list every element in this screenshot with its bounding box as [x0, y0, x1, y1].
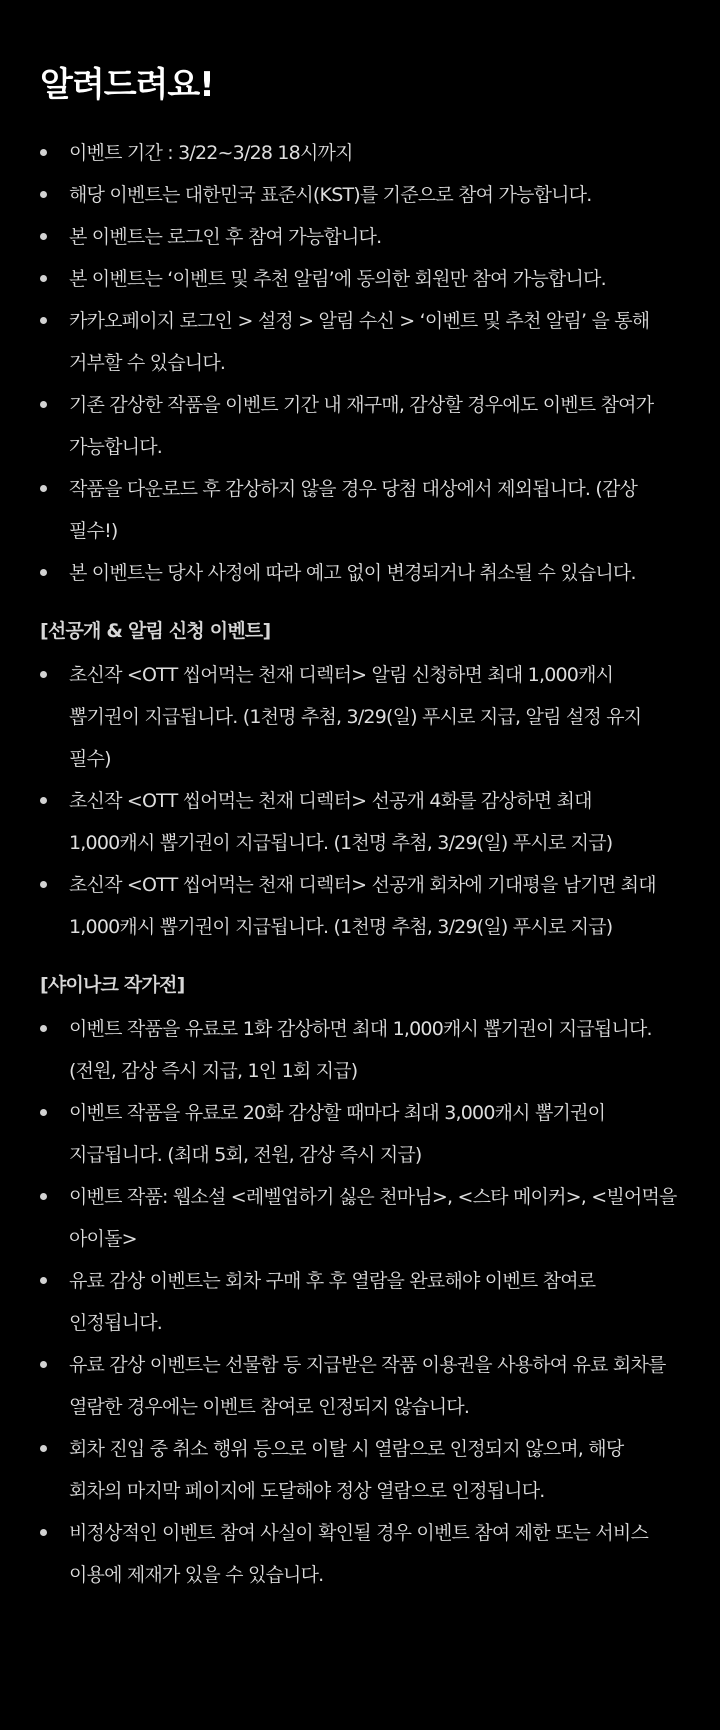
bullet-icon	[40, 1529, 47, 1536]
bullet-icon	[40, 881, 47, 888]
list-item: 회차 진입 중 취소 행위 등으로 이탈 시 열람으로 인정되지 않으며, 해당 회차의 마지막 페이지에 도달해야 정상 열람으로 인정됩니다.	[40, 1428, 680, 1512]
bullet-icon	[40, 671, 47, 678]
bullet-icon	[40, 1277, 47, 1284]
list-item: 해당 이벤트는 대한민국 표준시(KST)를 기준으로 참여 가능합니다.	[40, 174, 680, 216]
section-heading-early-release: [선공개 & 알림 신청 이벤트]	[40, 620, 271, 642]
bullet-icon	[40, 1445, 47, 1452]
bullet-icon	[40, 569, 47, 576]
author-event-notice-list	[40, 1008, 680, 1596]
bullet-icon	[40, 317, 47, 324]
list-item: 본 이벤트는 ‘이벤트 및 추천 알림’에 동의한 회원만 참여 가능합니다.	[40, 258, 680, 300]
list-item: 이벤트 작품을 유료로 1화 감상하면 최대 1,000캐시 뽑기권이 지급됩니다. (전원, 감상 즉시 지급, 1인 1회 지급)	[40, 1008, 680, 1092]
list-item: 초신작 <OTT 씹어먹는 천재 디렉터> 알림 신청하면 최대 1,000캐시 뽑기권이 지급됩니다. (1천명 추첨, 3/29(일) 푸시로 지급, 알림 설정 유지 필수)	[40, 654, 680, 780]
list-item: 초신작 <OTT 씹어먹는 천재 디렉터> 선공개 4화를 감상하면 최대 1,000캐시 뽑기권이 지급됩니다. (1천명 추첨, 3/29(일) 푸시로 지급)	[40, 780, 680, 864]
list-item: 이벤트 작품: 웹소설 <레벨업하기 싫은 천마님>, <스타 메이커>, <빌어먹을 아이돌>	[40, 1176, 680, 1260]
list-item: 기존 감상한 작품을 이벤트 기간 내 재구매, 감상할 경우에도 이벤트 참여가 가능합니다.	[40, 384, 680, 468]
bullet-icon	[40, 1361, 47, 1368]
list-item: 작품을 다운로드 후 감상하지 않을 경우 당첨 대상에서 제외됩니다. (감상 필수!)	[40, 468, 680, 552]
list-item: 이벤트 기간 : 3/22~3/28 18시까지	[40, 132, 680, 174]
bullet-icon	[40, 401, 47, 408]
bullet-icon	[40, 1109, 47, 1116]
section-heading-author-event: [샤이나크 작가전]	[40, 974, 185, 996]
early-release-notice-list	[40, 654, 680, 948]
list-item: 유료 감상 이벤트는 회차 구매 후 후 열람을 완료해야 이벤트 참여로 인정됩니다.	[40, 1260, 680, 1344]
list-item: 카카오페이지 로그인 > 설정 > 알림 수신 > ‘이벤트 및 추천 알림’ 을 통해 거부할 수 있습니다.	[40, 300, 680, 384]
bullet-icon	[40, 233, 47, 240]
bullet-icon	[40, 191, 47, 198]
list-item: 유료 감상 이벤트는 선물함 등 지급받은 작품 이용권을 사용하여 유료 회차를 열람한 경우에는 이벤트 참여로 인정되지 않습니다.	[40, 1344, 680, 1428]
list-item: 초신작 <OTT 씹어먹는 천재 디렉터> 선공개 회차에 기대평을 남기면 최대 1,000캐시 뽑기권이 지급됩니다. (1천명 추첨, 3/29(일) 푸시로 지급)	[40, 864, 680, 948]
bullet-icon	[40, 797, 47, 804]
notice-title: 알려드려요!	[40, 65, 214, 105]
list-item: 본 이벤트는 당사 사정에 따라 예고 없이 변경되거나 취소될 수 있습니다.	[40, 552, 680, 594]
list-item: 비정상적인 이벤트 참여 사실이 확인될 경우 이벤트 참여 제한 또는 서비스 이용에 제재가 있을 수 있습니다.	[40, 1512, 680, 1596]
bullet-icon	[40, 275, 47, 282]
bullet-icon	[40, 1025, 47, 1032]
list-item: 이벤트 작품을 유료로 20화 감상할 때마다 최대 3,000캐시 뽑기권이 지급됩니다. (최대 5회, 전원, 감상 즉시 지급)	[40, 1092, 680, 1176]
bullet-icon	[40, 1193, 47, 1200]
list-item: 본 이벤트는 로그인 후 참여 가능합니다.	[40, 216, 680, 258]
bullet-icon	[40, 149, 47, 156]
bullet-icon	[40, 485, 47, 492]
general-notice-list	[40, 132, 680, 594]
